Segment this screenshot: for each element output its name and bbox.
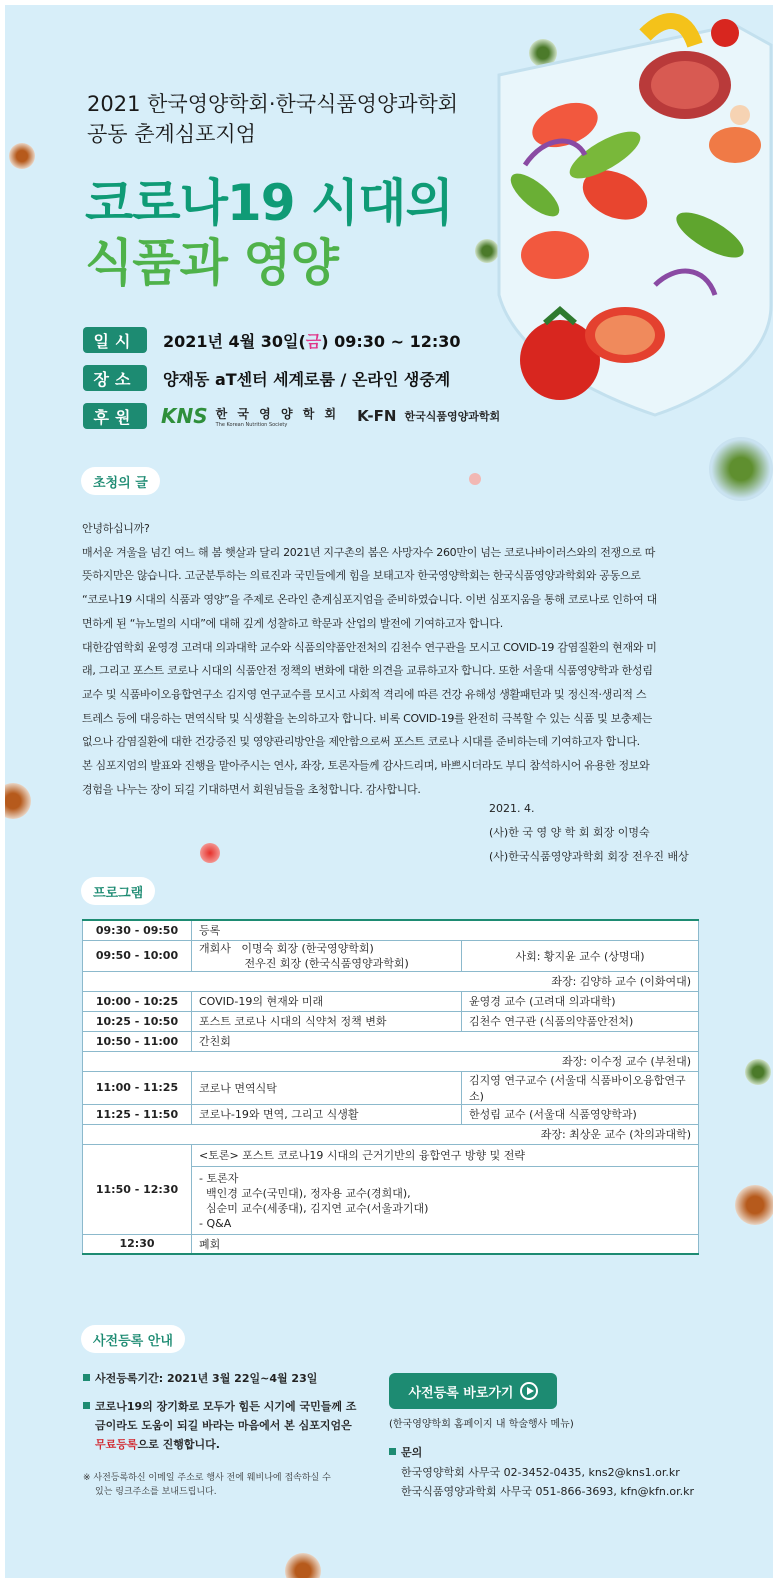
time-cell: 12:30 (83, 1234, 192, 1254)
letter-line: 매서운 겨울을 넘긴 여느 해 봄 햇살과 달리 2021년 지구촌의 봄은 사망자수 260만이 넘는 코로나바이러스와의 전쟁으로 따 (82, 545, 656, 559)
time-cell: 10:50 - 11:00 (83, 1031, 192, 1051)
place-row (83, 365, 450, 391)
letter-date: 2021. 4. (489, 802, 535, 815)
table-row (83, 920, 699, 940)
registration-button-note: (한국영양학회 홈페이지 내 학술행사 메뉴) (389, 1419, 574, 1430)
table-row (83, 1051, 699, 1071)
table-row (83, 940, 699, 971)
session-cell: 포스트 코로나 시대의 식약처 정책 변화 (192, 1011, 462, 1031)
virus-icon (709, 437, 773, 501)
table-row (83, 1144, 699, 1234)
table-row (83, 1104, 699, 1124)
table-row (83, 1031, 699, 1051)
discussion-cell: <토론> 포스트 코로나19 시대의 근거기반의 융합연구 방향 및 전략 - 토론자 백인경 교수(국민대), 정자용 교수(경희대), 심순미 교수(세종대), 김지연 교수(서울과기대) - Q&A (192, 1144, 699, 1234)
session-cell: 간친회 (192, 1031, 699, 1051)
sponsor-label: 후원 (83, 403, 147, 429)
table-row (83, 1071, 699, 1104)
letter-line: 없으나 감염질환에 대한 건강증진 및 영양관리방안을 제안함으로써 포스트 코로나 시대를 준비하는데 기여하고자 합니다. (82, 735, 640, 749)
signature-block (489, 797, 689, 869)
time-cell: 11:25 - 11:50 (83, 1104, 192, 1124)
letter-line: 교수 및 식품바이오융합연구소 김지영 연구교수를 모시고 사회적 격리에 따른 건강 유해성 생활패턴과 및 정신적·생리적 스 (82, 687, 647, 701)
title-line-2: 식품과 영양 (85, 234, 338, 292)
letter-line: 면하게 된 “뉴노멀의 시대”에 대해 깊게 성찰하고 학문과 산업의 발전에 기여하고자 합니다. (82, 616, 503, 630)
letter-line: 트레스 등에 대응하는 면역식탁 및 식생활을 논의하고자 합니다. 비록 COVID-19를 완전히 극복할 수 있는 식품 및 보충제는 (82, 711, 652, 725)
kns-logo: KNS (161, 404, 208, 428)
host-cell: 사회: 황지윤 교수 (상명대) (462, 940, 699, 971)
letter-line: “코로나19 시대의 식품과 영양”을 주제로 온라인 춘계심포지엄을 준비하였습니다. 이번 심포지움을 통해 코로나로 인하여 대 (82, 593, 657, 607)
invitation-letter (82, 517, 702, 801)
session-cell: 코로나-19와 면역, 그리고 식생활 (192, 1104, 462, 1124)
registration-button-label: 사전등록 바로가기 (408, 1385, 514, 1401)
food-shield-illustration (485, 5, 773, 425)
table-row (83, 1124, 699, 1144)
virus-icon (5, 783, 31, 819)
letter-line: 안녕하십니까? (82, 522, 150, 535)
date-row (83, 327, 461, 353)
time-cell: 09:50 - 10:00 (83, 940, 192, 971)
contact-info (401, 1463, 694, 1501)
speaker-cell: 윤영경 교수 (고려대 의과대학) (462, 991, 699, 1011)
letter-line: 뜻하지만은 않습니다. 고군분투하는 의료진과 국민들에게 힘을 보태고자 한국영양학회는 한국식품영양과학회와 공동으로 (82, 569, 641, 583)
chair-cell: 좌장: 최상운 교수 (차의과대학) (83, 1124, 699, 1144)
contact-kns[interactable]: 한국영양학회 사무국 02-3452-0435, kns2@kns1.or.kr (401, 1466, 680, 1479)
signer-1: (사)한 국 영 양 학 회 회장 이명숙 (489, 826, 650, 839)
invitation-heading: 초청의 글 (81, 467, 160, 495)
time-cell: 10:00 - 10:25 (83, 991, 192, 1011)
signer-2: (사)한국식품영양과학회 회장 전우진 배상 (489, 850, 689, 863)
free-registration: 무료등록 (95, 1438, 138, 1451)
place-value: 양재동 aT센터 세계로룸 / 온라인 생중계 (163, 369, 451, 389)
letter-line: 대한감염학회 윤영경 고려대 의과대학 교수와 식품의약품안전처의 김천수 연구관을 모시고 COVID-19 감염질환의 현재와 미 (82, 640, 657, 654)
date-weekday: 금 (305, 331, 322, 351)
sponsor-logos (161, 404, 500, 428)
bullet-square (389, 1448, 396, 1455)
time-cell: 11:50 - 12:30 (83, 1144, 192, 1234)
subtitle-line-1: 2021 한국영양학회·한국식품영양과학회 (87, 92, 459, 116)
date-value: 2021년 4월 30일(금) 09:30 ~ 12:30 (163, 331, 461, 351)
letter-line: 본 심포지엄의 발표와 진행을 맡아주시는 연사, 좌장, 토론자들께 감사드리며, 바쁘시더라도 부디 참석하시어 유용한 정보와 (82, 759, 650, 773)
virus-icon (735, 1185, 773, 1225)
time-cell: 09:30 - 09:50 (83, 920, 192, 940)
session-cell: 폐회 (192, 1234, 699, 1254)
speaker-cell: 김지영 연구교수 (서울대 식품바이오융합연구소) (462, 1071, 699, 1104)
table-row (83, 991, 699, 1011)
place-label: 장소 (83, 365, 147, 391)
poster (5, 5, 773, 1578)
registration-message: 코로나19의 장기화로 모두가 힘든 시기에 국민들께 조 금이라도 도움이 되길 바라는 마음에서 본 심포지엄은 무료등록으로 진행합니다. (83, 1397, 356, 1454)
bullet-square (83, 1402, 90, 1409)
chair-cell: 좌장: 이수정 교수 (부천대) (83, 1051, 699, 1071)
virus-icon (9, 143, 35, 169)
speaker-cell: 김천수 연구관 (식품의약품안전처) (462, 1011, 699, 1031)
sponsor-row (83, 403, 500, 429)
decorative-dot (200, 843, 220, 863)
registration-note: ※ 사전등록하신 이메일 주소로 행사 전에 웨비나에 접속하실 수 있는 링크주소를 보내드립니다. (83, 1473, 331, 1497)
registration-heading: 사전등록 안내 (81, 1325, 185, 1353)
virus-icon (285, 1553, 321, 1578)
kfn-name: 한국식품영양과학회 (404, 410, 501, 423)
kns-name: 한 국 영 양 학 회 The Korean Nutrition Society (215, 406, 340, 428)
time-cell: 10:25 - 10:50 (83, 1011, 192, 1031)
title-line-1: 코로나19 시대의 (85, 174, 453, 232)
kfn-logo: K-FN (357, 407, 397, 425)
event-title (85, 173, 453, 293)
event-subtitle (87, 89, 458, 149)
program-table (82, 919, 699, 1255)
subtitle-line-2: 공동 춘계심포지엄 (87, 122, 256, 146)
play-icon (520, 1382, 538, 1400)
contact-kfn[interactable]: 한국식품영양과학회 사무국 051-866-3693, kfn@kfn.or.kr (401, 1485, 694, 1498)
contact-label: 문의 (389, 1443, 422, 1462)
program-heading: 프로그램 (81, 877, 155, 905)
table-row (83, 971, 699, 991)
table-row (83, 1011, 699, 1031)
letter-line: 래, 그리고 포스트 코로나 시대의 식품안전 정책의 변화에 대한 의견을 교류하고자 합니다. 또한 서울대 식품영양학과 한성림 (82, 664, 653, 678)
session-cell: 등록 (192, 920, 699, 940)
session-cell: 코로나 면역식탁 (192, 1071, 462, 1104)
registration-period: 사전등록기간: 2021년 3월 22일~4월 23일 (83, 1369, 317, 1388)
discussion-topic: <토론> 포스트 코로나19 시대의 근거기반의 융합연구 방향 및 전략 (192, 1148, 698, 1167)
letter-line: 경험을 나누는 장이 되길 기대하면서 회원님들을 초청합니다. 감사합니다. (82, 782, 421, 796)
decorative-dot (469, 473, 481, 485)
session-cell: 개회사 이명숙 회장 (한국영양학회) 전우진 회장 (한국식품영양과학회) (192, 940, 462, 971)
session-cell: COVID-19의 현재와 미래 (192, 991, 462, 1011)
virus-icon (745, 1059, 771, 1085)
time-cell: 11:00 - 11:25 (83, 1071, 192, 1104)
chair-cell: 좌장: 김양하 교수 (이화여대) (83, 971, 699, 991)
table-row (83, 1234, 699, 1254)
bullet-square (83, 1374, 90, 1381)
registration-link-button[interactable] (389, 1373, 557, 1409)
speaker-cell: 한성림 교수 (서울대 식품영양학과) (462, 1104, 699, 1124)
date-label: 일시 (83, 327, 147, 353)
